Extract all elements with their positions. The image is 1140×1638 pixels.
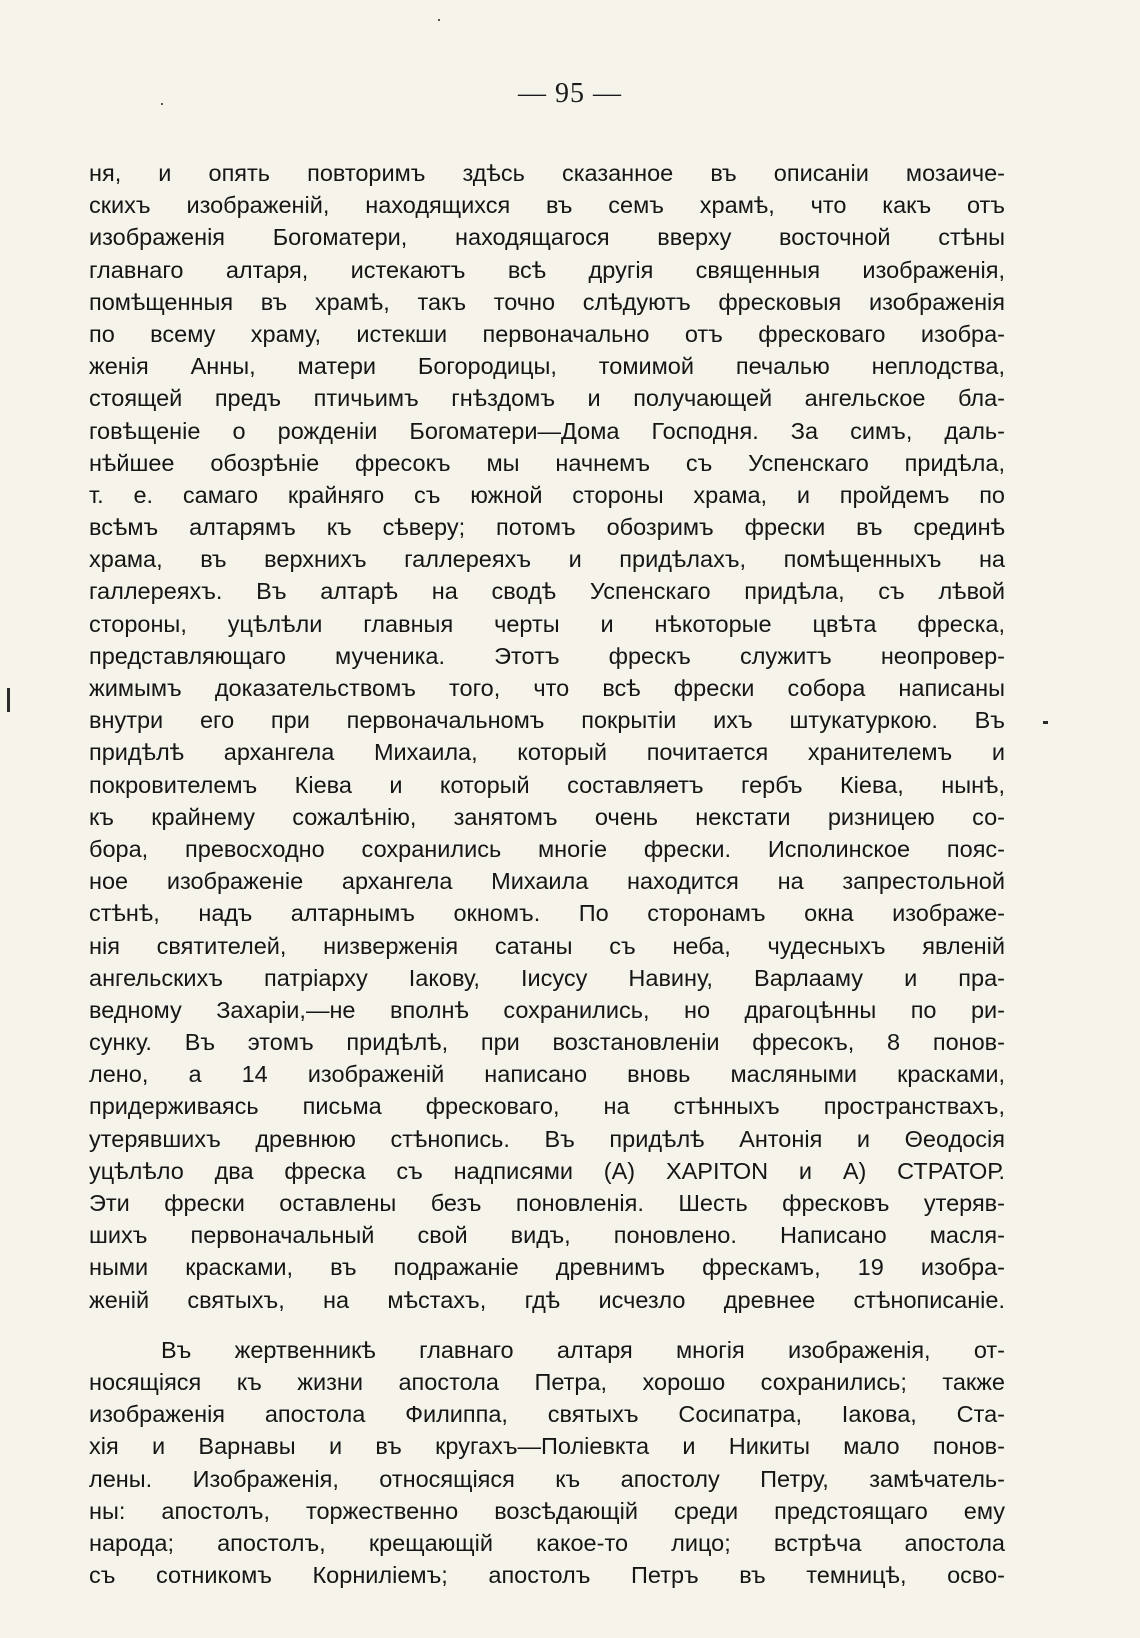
text-line: лено, а 14 изображенiй написано вновь масляными красками,	[89, 1061, 1005, 1088]
text-line: всѣмъ алтарямъ къ сѣверу; потомъ обозримъ фрески въ срединѣ	[89, 514, 1005, 541]
text-line: жимымъ доказательствомъ того, что всѣ фрески собора написаны	[89, 675, 1005, 701]
text-line: скихъ изображенiй, находящихся въ семъ храмѣ, что какъ отъ	[89, 192, 1005, 219]
text-line: уцѣлѣло два фреска съ надписями (А) ХАРIТОN и А) СТРАТОР.	[89, 1157, 1005, 1184]
text-line: шихъ первоначальный свой видъ, поновлено. Написано масля-	[89, 1222, 1005, 1249]
text-line: нiя святителей, низверженiя сатаны съ неба, чудесныхъ явленiй	[89, 932, 1005, 959]
text-line: храма, въ верхнихъ галлереяхъ и придѣлахъ, помѣщенныхъ на	[89, 546, 1005, 573]
text-line: изображенiя апостола Филиппа, святыхъ Сосипатра, Iакова, Ста-	[89, 1401, 1005, 1428]
text-line: главнаго алтаря, истекаютъ всѣ другiя священныя изображенiя,	[89, 256, 1005, 283]
text-line: по всему храму, истекши первоначально отъ фресковаго изобра-	[89, 320, 1005, 347]
text-line: говѣщенiе о рожденiи Богоматери—Дома Господня. За симъ, даль-	[89, 417, 1005, 444]
text-line: лены. Изображенiя, относящiяся къ апостолу Петру, замѣчатель-	[89, 1465, 1005, 1492]
text-line: придѣлѣ архангела Михаила, который почитается хранителемъ и	[89, 739, 1005, 766]
text-line: т. е. самаго крайняго съ южной стороны храма, и пройдемъ по	[89, 481, 1005, 508]
text-line: стѣнѣ, надъ алтарнымъ окномъ. По сторонамъ окна изображе-	[89, 900, 1005, 927]
text-line: къ крайнему сожалѣнiю, занятомъ очень некстати ризницею со-	[89, 803, 1005, 830]
text-line: представляющаго мученика. Этотъ фрескъ служитъ неопровер-	[89, 642, 1005, 669]
text-line: утерявшихъ древнюю стѣнопись. Въ придѣлѣ Антонiя и Θеодосiя	[89, 1125, 1005, 1152]
text-line: хiя и Варнавы и въ кругахъ—Полiевкта и Никиты мало понов-	[89, 1433, 1005, 1460]
text-line: изображенiя Богоматери, находящагося вверху восточной стѣны	[89, 224, 1005, 251]
scan-mark	[7, 688, 10, 712]
text-line: народа; апостолъ, крещающiй какое-то лицо; встрѣча апостола	[89, 1529, 1005, 1556]
text-line: носящiяся къ жизни апостола Петра, хорошо сохранились; также	[89, 1368, 1005, 1395]
text-line: стороны, уцѣлѣли главныя черты и нѣкоторые цвѣта фреска,	[89, 610, 1005, 637]
body-text	[89, 157, 1005, 1591]
paragraph	[89, 157, 1005, 1316]
text-line: придерживаясь письма фресковаго, на стѣнныхъ пространствахъ,	[89, 1093, 1005, 1120]
text-line: ведному Захарiи,—не вполнѣ сохранились, но драгоцѣнны по ри-	[89, 996, 1005, 1023]
scan-mark	[438, 19, 440, 21]
text-line: сунку. Въ этомъ придѣлѣ, при возстановленiи фресокъ, 8 понов-	[89, 1029, 1005, 1056]
scan-mark	[1043, 721, 1048, 724]
paragraph	[89, 1334, 1005, 1592]
text-line: ное изображенiе архангела Михаила находится на запрестольной	[89, 868, 1005, 895]
text-line: ны: апостолъ, торжественно возсѣдающiй среди предстоящаго ему	[89, 1497, 1005, 1524]
text-line: внутри его при первоначальномъ покрытiи ихъ штукатуркою. Въ	[89, 707, 1005, 734]
scan-mark	[161, 103, 163, 105]
text-line: ангельскихъ патрiарху Iакову, Iисусу Навину, Варлааму и пра-	[89, 964, 1005, 991]
text-line: покровителемъ Кiева и который составляетъ гербъ Кiева, нынѣ,	[89, 771, 1005, 798]
text-line: галлереяхъ. Въ алтарѣ на сводѣ Успенскаго придѣла, съ лѣвой	[89, 578, 1005, 605]
text-line: ня, и опять повторимъ здѣсь сказанное въ описанiи мозаиче-	[89, 160, 1005, 186]
text-line: женiй святыхъ, на мѣстахъ, гдѣ исчезло древнее стѣнописанiе.	[89, 1286, 1005, 1313]
text-line: ными красками, въ подражанiе древнимъ фрескамъ, 19 изобра-	[89, 1254, 1005, 1281]
text-line: женiя Анны, матери Богородицы, томимой печалью неплодства,	[89, 353, 1005, 380]
text-line: нѣйшее обозрѣнiе фресокъ мы начнемъ съ Успенскаго придѣла,	[89, 449, 1005, 476]
text-line: помѣщенныя въ храмѣ, такъ точно слѣдуютъ фресковыя изображенiя	[89, 288, 1005, 315]
paragraph-gap	[89, 1316, 1005, 1334]
text-line: Эти фрески оставлены безъ поновленiя. Шесть фресковъ утеряв-	[89, 1190, 1005, 1216]
text-line: стоящей предъ птичьимъ гнѣздомъ и получающей ангельское бла-	[89, 385, 1005, 412]
text-line: Въ жертвенникѣ главнаго алтаря многiя изображенiя, от-	[161, 1336, 1005, 1363]
page-number: — 95 —	[518, 78, 622, 109]
text-line: съ сотникомъ Корнилiемъ; апостолъ Петръ въ темницѣ, осво-	[89, 1562, 1005, 1589]
text-line: бора, превосходно сохранились многiе фрески. Исполинское пояс-	[89, 835, 1005, 862]
